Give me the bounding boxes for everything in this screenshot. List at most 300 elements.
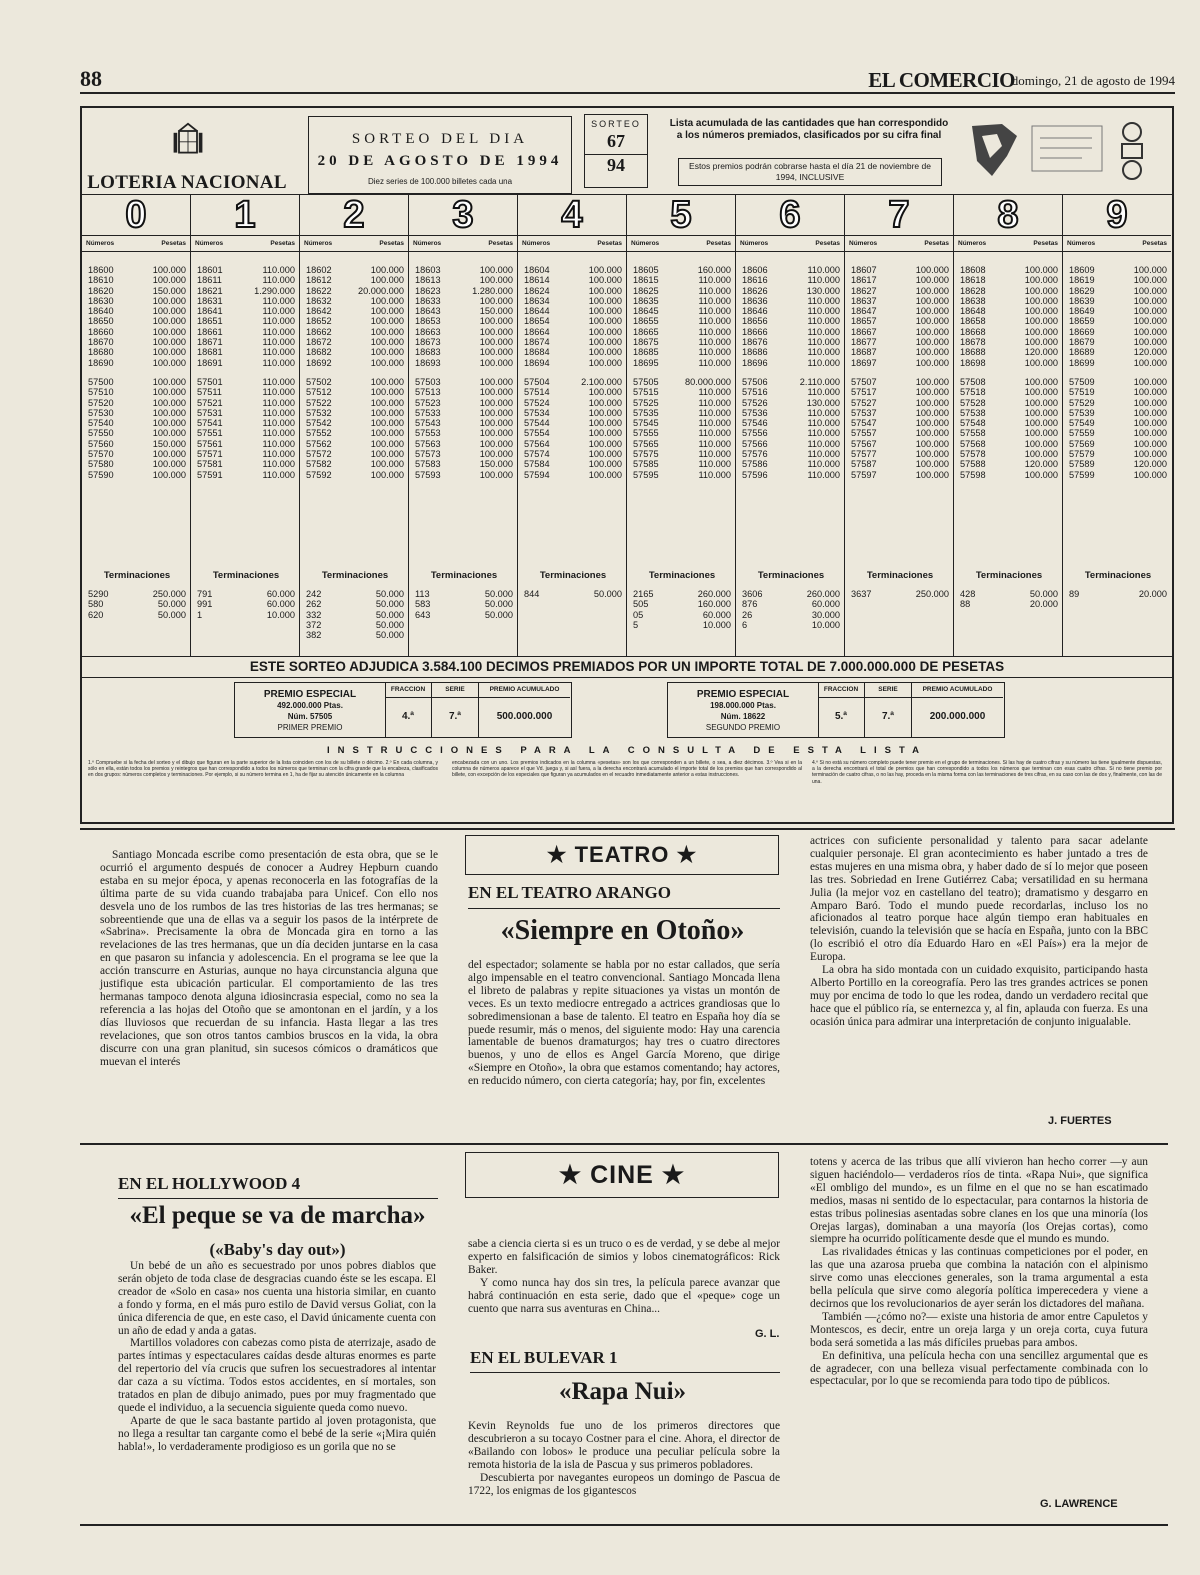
number-row [742, 620, 840, 630]
column-header [82, 236, 190, 252]
prize-amount: 100.000 [370, 275, 404, 286]
peque-signature: G. L. [755, 1328, 780, 1340]
second-prize-amount: 198.000.000 Ptas. [710, 701, 776, 710]
prize-amount: 110.000 [807, 428, 840, 439]
ticket-number: 5290 [88, 589, 109, 599]
prize-amount: 100.000 [370, 357, 404, 368]
ticket-number: 57555 [633, 428, 659, 439]
ticket-number: 57529 [1069, 397, 1095, 408]
ticket-number: 583 [415, 599, 431, 610]
number-row [633, 316, 731, 326]
prize-amount: 100.000 [152, 407, 186, 418]
column-digit: 0 [82, 195, 190, 236]
ticket-number: 57548 [960, 418, 986, 429]
cine-col3 [810, 1156, 1148, 1388]
number-row [1069, 347, 1167, 357]
prize-amount: 100.000 [370, 326, 404, 337]
prize-amount: 50.000 [484, 589, 513, 599]
ticket-number: 57508 [960, 376, 986, 387]
number-row [524, 377, 622, 387]
number-row [851, 589, 949, 599]
prize-amount: 50.000 [375, 619, 404, 630]
lottery-results [80, 106, 1174, 824]
prize-amount: 100.000 [152, 306, 186, 317]
number-row [851, 387, 949, 397]
number-row [197, 358, 295, 368]
ticket-number: 18665 [633, 326, 659, 337]
number-row [415, 327, 513, 337]
terminaciones [306, 570, 404, 640]
ticket-number: 791 [197, 589, 213, 599]
number-row [88, 439, 186, 449]
ticket-number: 57594 [524, 469, 550, 480]
prize-amount: 100.000 [1133, 428, 1167, 439]
column-header [845, 236, 953, 252]
ticket-number: 18660 [88, 326, 114, 337]
ticket-number: 26 [742, 609, 753, 620]
ticket-number: 57596 [742, 469, 768, 480]
prize-amount: 100.000 [479, 376, 513, 387]
number-row [415, 398, 513, 408]
ticket-number: 57575 [633, 449, 659, 460]
number-row [306, 377, 404, 387]
ticket-number: 57586 [742, 459, 768, 470]
prize-amount: 100.000 [588, 326, 622, 337]
number-row [960, 327, 1058, 337]
results-column [736, 195, 845, 657]
number-row [1069, 337, 1167, 347]
number-row [88, 286, 186, 296]
number-row [960, 358, 1058, 368]
prize-amount: 1.280.000 [472, 285, 513, 296]
cine-para: También —¿cómo no?— existe una historia de amor entre Capuletos y Montescos, es decir, entre un oreja larga y un oreja corta, cuya futura boda será sometida a las más difíciles pruebas para ambos. [810, 1310, 1148, 1349]
header-numeros: Números [195, 240, 224, 247]
number-row [415, 316, 513, 326]
number-row [306, 470, 404, 480]
number-row [633, 599, 731, 609]
number-list [1063, 252, 1171, 480]
number-row [851, 377, 949, 387]
number-row [633, 418, 731, 428]
results-column [627, 195, 736, 657]
column-header [627, 236, 735, 252]
ticket-number: 18667 [851, 326, 877, 337]
fraccion-header: FRACCION [385, 683, 431, 698]
prize-amount: 110.000 [262, 438, 295, 449]
kicker-rule [118, 1198, 438, 1199]
prize-amount: 110.000 [807, 306, 840, 317]
ticket-number: 57535 [633, 407, 659, 418]
ticket-number: 18681 [197, 347, 223, 358]
ticket-number: 18699 [1069, 357, 1095, 368]
ticket-number: 57554 [524, 428, 550, 439]
number-row [415, 286, 513, 296]
prize-amount: 80.000.000 [685, 376, 731, 387]
prize-amount: 150.000 [479, 459, 513, 470]
header-pesetas: Pesetas [597, 240, 622, 247]
first-prize-fraccion [385, 683, 432, 737]
prize-amount: 110.000 [698, 316, 731, 327]
ticket-number: 18622 [306, 285, 332, 296]
number-row [88, 377, 186, 387]
sorteo-label: SORTEO [591, 119, 641, 129]
number-row [1069, 470, 1167, 480]
ticket-number: 18626 [742, 285, 768, 296]
instructions-col1: 1.º Compruebe si la fecha del sorteo y el dibujo que figuran en la parte superior de la lista coinciden con los de su billete o décimo. 2.º En cada columna, y sólo en ella, están todos los premios y reintegros que han correspondido a todos los números que terminan con la cifra grande que la encabeza, clasificados en dos grupos: números completos y terminaciones. Por ejemplo, si su número termina en 1, ha de fijar su atención únicamente en la columna [88, 760, 438, 779]
prize-amount: 100.000 [479, 449, 513, 460]
ticket-number: 57593 [415, 469, 441, 480]
prize-amount: 100.000 [152, 449, 186, 460]
number-row [851, 275, 949, 285]
serie-value: 7.ª [881, 711, 895, 722]
terminaciones [851, 570, 949, 599]
number-row [633, 347, 731, 357]
sorteo-date: 20 DE AGOSTO DE 1994 [317, 153, 563, 169]
ticket-number: 57545 [633, 418, 659, 429]
ticket-number: 57558 [960, 428, 986, 439]
results-column [954, 195, 1063, 657]
prize-amount: 50.000 [1029, 589, 1058, 599]
second-prize-fraccion [818, 683, 865, 737]
prize-amount: 100.000 [152, 418, 186, 429]
ticket-number: 57514 [524, 387, 550, 398]
prize-amount: 100.000 [588, 337, 622, 348]
prize-amount: 100.000 [479, 275, 513, 286]
prize-amount: 100.000 [479, 316, 513, 327]
number-row [960, 439, 1058, 449]
prize-amount: 100.000 [370, 449, 404, 460]
ticket-number: 18619 [1069, 275, 1095, 286]
number-row [742, 459, 840, 469]
number-row [633, 439, 731, 449]
number-row [1069, 459, 1167, 469]
number-row [633, 620, 731, 630]
number-row [197, 459, 295, 469]
prize-amount: 100.000 [152, 397, 186, 408]
number-row [742, 428, 840, 438]
prize-amount: 100.000 [152, 265, 186, 275]
prize-amount: 100.000 [588, 316, 622, 327]
prize-amount: 160.000 [697, 599, 731, 610]
fraccion-value: 5.ª [834, 711, 848, 722]
prize-amount: 100.000 [915, 438, 949, 449]
teatro-col3 [810, 835, 1148, 1029]
number-list [409, 252, 517, 480]
number-row [1069, 377, 1167, 387]
number-row [960, 387, 1058, 397]
first-prize-number: Núm. 57505 [287, 712, 333, 721]
ticket-number: 18636 [742, 295, 768, 306]
ticket-number: 57521 [197, 397, 223, 408]
prize-amount: 100.000 [1133, 316, 1167, 327]
ticket-number: 18623 [415, 285, 441, 296]
prize-amount: 60.000 [702, 609, 731, 620]
number-row [415, 439, 513, 449]
prize-amount: 100.000 [1024, 407, 1058, 418]
first-prize-details [235, 683, 386, 737]
ticket-number: 18694 [524, 357, 550, 368]
number-row [1069, 428, 1167, 438]
prize-amount: 100.000 [1133, 418, 1167, 429]
number-row [742, 316, 840, 326]
number-row [524, 589, 622, 599]
ticket-number: 18624 [524, 285, 550, 296]
prize-amount: 100.000 [1133, 357, 1167, 368]
second-prize-number: Núm. 18622 [720, 712, 766, 721]
ticket-number: 18663 [415, 326, 441, 337]
first-prize-title: PREMIO ESPECIAL [263, 689, 357, 700]
rapanui-signature: G. LAWRENCE [1040, 1498, 1118, 1510]
number-row [524, 265, 622, 275]
ticket-number: 18602 [306, 265, 332, 275]
number-row [742, 275, 840, 285]
number-row [742, 589, 840, 599]
second-prize-box [667, 682, 1005, 738]
number-row [306, 620, 404, 630]
number-row [306, 265, 404, 275]
prize-amount: 50.000 [375, 599, 404, 610]
prize-amount: 130.000 [806, 397, 840, 408]
number-row [524, 316, 622, 326]
ticket-number: 57526 [742, 397, 768, 408]
ticket-number: 57502 [306, 376, 332, 387]
prize-amount: 100.000 [152, 347, 186, 358]
number-row [742, 439, 840, 449]
ticket-number: 57531 [197, 407, 223, 418]
prize-amount: 50.000 [375, 609, 404, 620]
teatro-section-title: ★ TEATRO ★ [465, 835, 779, 875]
number-row [88, 347, 186, 357]
prize-amount: 110.000 [262, 357, 295, 368]
second-prize-serie [865, 683, 912, 737]
number-row [960, 599, 1058, 609]
prize-amount: 110.000 [807, 326, 840, 337]
cine-para: Un bebé de un año es secuestrado por unos pobres diablos que serán objeto de toda clase de desgracias cuando éste se les escapa. El creador de «Solo en casa» nos cuenta una historia similar, en cuanto a fondo y forma, en el más puro estilo de David versus Goliat, con la única diferencia de que, en este caso, el David únicamente cuenta con un año de edad y anda a gatas. [118, 1260, 436, 1337]
ticket-number: 18661 [197, 326, 223, 337]
number-row [851, 337, 949, 347]
header-numeros: Números [849, 240, 878, 247]
terminaciones [633, 570, 731, 630]
cine-para: Aparte de que le saca bastante partido al joven protagonista, que no llega a resultar tan cargante como el bebé de la serie «¡Mira quién habla!», lo verdaderamente prodigioso es un gorila que no se [118, 1414, 436, 1453]
cine-col1 [118, 1260, 436, 1454]
results-columns [82, 195, 1172, 657]
ticket-number: 18633 [415, 295, 441, 306]
prize-amount: 100.000 [1024, 418, 1058, 429]
column-header [954, 236, 1062, 252]
prize-amount: 10.000 [702, 619, 731, 630]
number-row [960, 449, 1058, 459]
ticket-number: 57536 [742, 407, 768, 418]
ticket-number: 57547 [851, 418, 877, 429]
ticket-number: 505 [633, 599, 649, 610]
ticket-number: 18604 [524, 265, 550, 275]
ticket-number: 18657 [851, 316, 877, 327]
ticket-number: 57571 [197, 449, 223, 460]
ticket-number: 18687 [851, 347, 877, 358]
number-row [306, 428, 404, 438]
ticket-number: 18612 [306, 275, 332, 286]
header-pesetas: Pesetas [706, 240, 731, 247]
column-header [736, 236, 844, 252]
terminaciones-title: Terminaciones [103, 570, 171, 581]
prize-amount: 110.000 [262, 376, 295, 387]
prize-amount: 100.000 [588, 407, 622, 418]
number-row [88, 398, 186, 408]
number-row [960, 589, 1058, 599]
number-row [851, 358, 949, 368]
number-row [1069, 358, 1167, 368]
number-row [88, 428, 186, 438]
number-row [742, 265, 840, 275]
instructions-title: INSTRUCCIONES PARA LA CONSULTA DE ESTA LISTA [327, 745, 927, 756]
ticket-number: 18642 [306, 306, 332, 317]
ticket-number: 18692 [306, 357, 332, 368]
number-row [633, 358, 731, 368]
ticket-number: 18664 [524, 326, 550, 337]
header-numeros: Números [958, 240, 987, 247]
ticket-number: 88 [960, 599, 971, 610]
ticket-number: 18637 [851, 295, 877, 306]
number-row [415, 265, 513, 275]
number-row [851, 306, 949, 316]
ticket-number: 18698 [960, 357, 986, 368]
prize-amount: 100.000 [1133, 337, 1167, 348]
number-row [1069, 286, 1167, 296]
number-row [960, 286, 1058, 296]
ticket-number: 991 [197, 599, 213, 610]
lottery-header [82, 108, 1172, 195]
ticket-number: 18608 [960, 265, 986, 275]
ticket-number: 57550 [88, 428, 114, 439]
ticket-number: 18615 [633, 275, 659, 286]
prize-amount: 100.000 [1133, 438, 1167, 449]
ticket-number: 57598 [960, 469, 986, 480]
ticket-number: 18685 [633, 347, 659, 358]
ticket-number: 57589 [1069, 459, 1095, 470]
number-row [524, 408, 622, 418]
results-column [518, 195, 627, 657]
prize-amount: 2.110.000 [799, 376, 840, 387]
prize-amount: 100.000 [915, 337, 949, 348]
ticket-number: 18641 [197, 306, 223, 317]
cine-para: Descubierta por navegantes europeos un domingo de Pascua de 1722, los enigmas de los gigantescos [468, 1471, 780, 1497]
cine-para: Las rivalidades étnicas y las continuas competiciones por el poder, en las que una azarosa prueba que combina la natación con el alpinismo sirve como unas elecciones generales, son la trama argumental a esta bella película que sirve como alegoría política imperecedera y viene a decirnos que los revolucionarios de ayer serán los dictadores del mañana. [810, 1246, 1148, 1310]
results-column [191, 195, 300, 657]
number-row [197, 337, 295, 347]
number-row [1069, 296, 1167, 306]
number-row [197, 347, 295, 357]
number-row [197, 377, 295, 387]
prize-amount: 100.000 [915, 449, 949, 460]
ticket-number: 57577 [851, 449, 877, 460]
header-pesetas: Pesetas [161, 240, 186, 247]
prize-amount: 110.000 [262, 407, 295, 418]
prize-amount: 110.000 [262, 428, 295, 439]
number-row [1069, 439, 1167, 449]
number-row [633, 265, 731, 275]
prize-amount: 250.000 [915, 589, 949, 599]
ticket-number: 18618 [960, 275, 986, 286]
number-row [88, 589, 186, 599]
prize-amount: 110.000 [807, 295, 840, 306]
header-pesetas: Pesetas [488, 240, 513, 247]
ticket-number: 18600 [88, 265, 114, 275]
ticket-number: 57523 [415, 397, 441, 408]
ticket-number: 18671 [197, 337, 223, 348]
column-header [191, 236, 299, 252]
lottery-divider [80, 828, 1175, 830]
number-row [306, 630, 404, 640]
number-row [742, 408, 840, 418]
ticket-number: 18689 [1069, 347, 1095, 358]
number-row [524, 428, 622, 438]
number-row [742, 296, 840, 306]
header-pesetas: Pesetas [379, 240, 404, 247]
number-row [415, 275, 513, 285]
prize-amount: 100.000 [1133, 326, 1167, 337]
cine-para: sabe a ciencia cierta si es un truco o es de verdad, y se debe al mejor experto en falsificación de simios y lobos cinematográficos: Rick Baker. [468, 1238, 780, 1276]
ticket-number: 18659 [1069, 316, 1095, 327]
prize-amount: 100.000 [370, 265, 404, 275]
ticket-number: 18684 [524, 347, 550, 358]
header-numeros: Números [522, 240, 551, 247]
cine-col2b [468, 1420, 780, 1497]
ticket-number: 18662 [306, 326, 332, 337]
prize-amount: 100.000 [479, 438, 513, 449]
ticket-number: 57506 [742, 376, 768, 387]
prize-amount: 100.000 [915, 316, 949, 327]
number-row [197, 398, 295, 408]
ticket-number: 57505 [633, 376, 659, 387]
teatro-headline: «Siempre en Otoño» [500, 915, 745, 946]
prize-amount: 100.000 [915, 387, 949, 398]
ticket-number: 2165 [633, 589, 654, 599]
prize-amount: 100.000 [370, 469, 404, 480]
terminaciones-title: Terminaciones [975, 570, 1043, 581]
number-list [736, 252, 844, 480]
acumulado-header: PREMIO ACUMULADO [479, 683, 570, 698]
number-row [197, 296, 295, 306]
terminaciones [742, 570, 840, 630]
results-column [845, 195, 954, 657]
instructions-col3: 4.º Si no está su número completo puede tener premio en el grupo de terminaciones. Si las hay de cuatro cifras y su número las tiene igualmente dispuestas, a la derecha encontrará el total de premios que han correspondido a todos los números que terminan con esas cuatro cifras. Si no tiene premio por terminación de cuatro cifras, o no las hay, proceda en la misma forma con las terminaciones de tres cifras, en su caso con las de dos y, finalmente, con las de una. [812, 760, 1162, 785]
prize-amount: 100.000 [1024, 387, 1058, 398]
ticket-number: 57572 [306, 449, 332, 460]
header-pesetas: Pesetas [924, 240, 949, 247]
number-list [82, 252, 190, 480]
number-row [742, 327, 840, 337]
prize-amount: 100.000 [915, 459, 949, 470]
prize-amount: 100.000 [1024, 438, 1058, 449]
ticket-number: 18606 [742, 265, 768, 275]
ticket-number: 57533 [415, 407, 441, 418]
prize-amount: 100.000 [1024, 397, 1058, 408]
serie-header: SERIE [432, 683, 478, 698]
prize-amount: 110.000 [698, 438, 731, 449]
prize-amount: 100.000 [588, 357, 622, 368]
ticket-number: 113 [415, 589, 430, 599]
prize-amount: 100.000 [370, 347, 404, 358]
acumulado-value: 500.000.000 [496, 711, 553, 722]
number-row [960, 306, 1058, 316]
ticket-number: 57559 [1069, 428, 1095, 439]
terminaciones [88, 570, 186, 620]
prize-amount: 110.000 [262, 326, 295, 337]
number-row [633, 296, 731, 306]
prize-amount: 110.000 [807, 387, 840, 398]
number-row [88, 387, 186, 397]
number-row [306, 327, 404, 337]
